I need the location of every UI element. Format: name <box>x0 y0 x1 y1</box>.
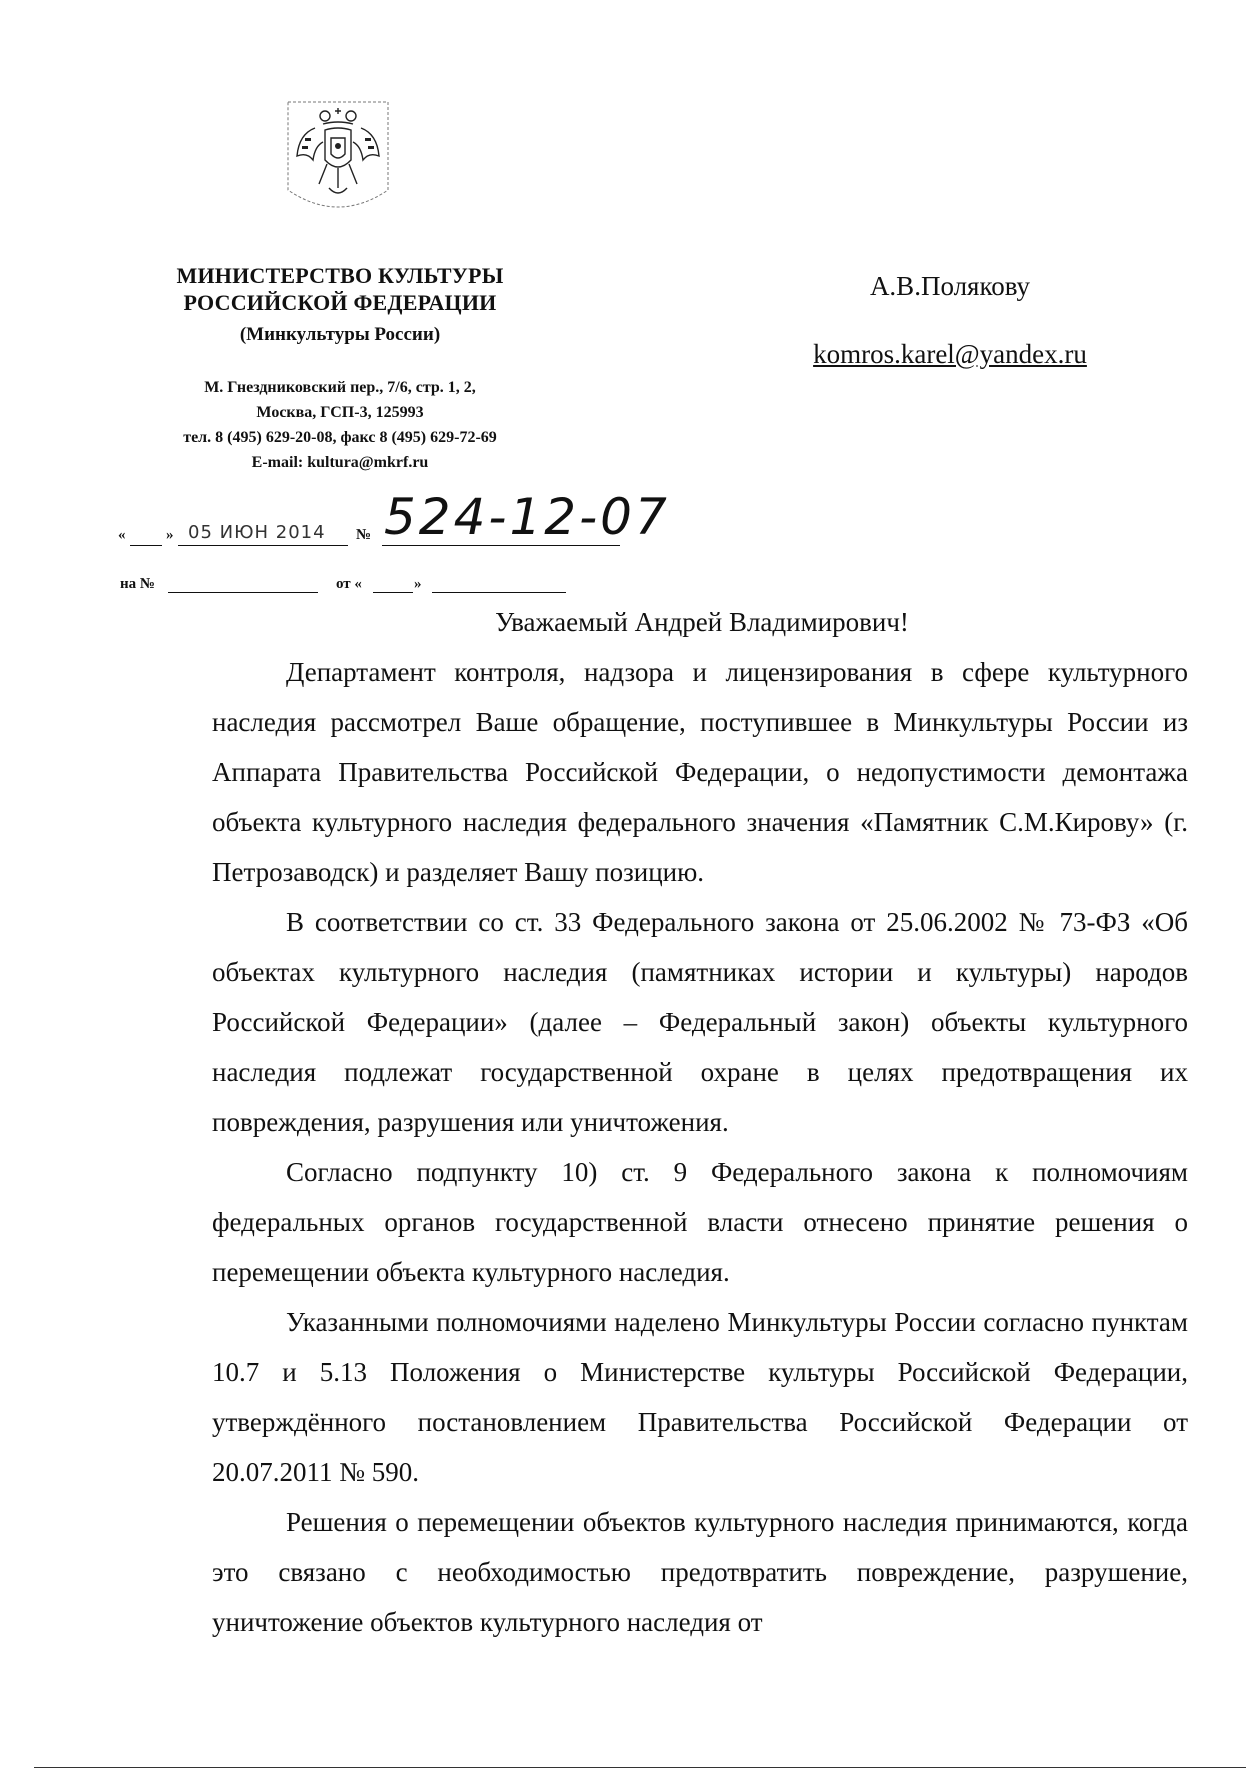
recipient-email-link[interactable]: komros.karel@yandex.ru <box>813 339 1087 369</box>
date-quote-close: » <box>166 527 174 543</box>
salutation: Уважаемый Андрей Владимирович! <box>495 607 909 637</box>
date-day-field <box>130 545 162 546</box>
reply-date-quote-close: » <box>414 576 422 592</box>
address-line-2: Москва, ГСП-3, 125993 <box>256 404 424 421</box>
organization-short-name: (Минкультуры России) <box>239 324 441 345</box>
reply-date-month-year-field <box>432 592 566 593</box>
coat-of-arms-emblem <box>285 98 391 218</box>
reply-date-day-field <box>373 592 413 593</box>
address-line-1: М. Гнездниковский пер., 7/6, стр. 1, 2, <box>204 379 476 396</box>
phone-fax-line: тел. 8 (495) 629-20-08, факс 8 (495) 629-72-69 <box>183 429 497 446</box>
paragraph-3: Согласно подпункту 10) ст. 9 Федерального закона к полномочиям федеральных органов государственной власти отнесено принятие решения о перемещении объекта культурного наследия. <box>212 1157 1188 1287</box>
organization-name-line1: МИНИСТЕРСТВО КУЛЬТУРЫ <box>176 263 504 288</box>
recipient-name: А.В.Полякову <box>869 271 1031 301</box>
reply-number-field <box>168 592 318 593</box>
paragraph-2: В соответствии со ст. 33 Федерального закона от 25.06.2002 № 73-ФЗ «Об объектах культурного наследия (памятниках истории и культуры) народов Российской Федерации» (далее – Федеральный закон) объекты культурного наследия подлежат государственной охране в целях предотвращения их повреждения, разрушения или уничтожения. <box>212 907 1188 1137</box>
paragraph-4: Указанными полномочиями наделено Минкультуры России согласно пунктам 10.7 и 5.13 Положения о Министерстве культуры Российской Федерации, утверждённого постановлением Правительства Российской Федерации от 20.07.2011 № 590. <box>212 1307 1188 1487</box>
paragraph-5: Решения о перемещении объектов культурного наследия принимаются, когда это связано с необходимостью предотвратить повреждение, разрушение, уничтожение объектов культурного наследия от <box>212 1507 1188 1637</box>
date-quote-open: « <box>118 527 126 543</box>
organization-name <box>150 262 530 316</box>
paragraph-1: Департамент контроля, надзора и лицензирования в сфере культурного наследия рассмотрел Ваше обращение, поступившее в Минкультуры России из Аппарата Правительства Российской Федерации, о недопустимости демонтажа объекта культурного наследия федерального значения «Памятник С.М.Кирову» (г. Петрозаводск) и разделяет Вашу позицию. <box>212 657 1188 887</box>
organization-email: E-mail: kultura@mkrf.ru <box>251 454 429 471</box>
reply-number-label: на № <box>120 576 155 592</box>
date-stamp: 05 ИЮН 2014 <box>188 522 326 543</box>
date-month-year-field <box>178 545 348 546</box>
page-bottom-rule <box>34 1767 1246 1768</box>
organization-name-line2: РОССИЙСКОЙ ФЕДЕРАЦИИ <box>183 290 497 315</box>
outgoing-number-label: № <box>356 527 372 543</box>
handwritten-outgoing-number: 524-12-07 <box>384 488 670 546</box>
reply-date-label: от « <box>336 576 362 592</box>
organization-contacts <box>150 375 530 475</box>
letter-body <box>212 647 1188 1647</box>
